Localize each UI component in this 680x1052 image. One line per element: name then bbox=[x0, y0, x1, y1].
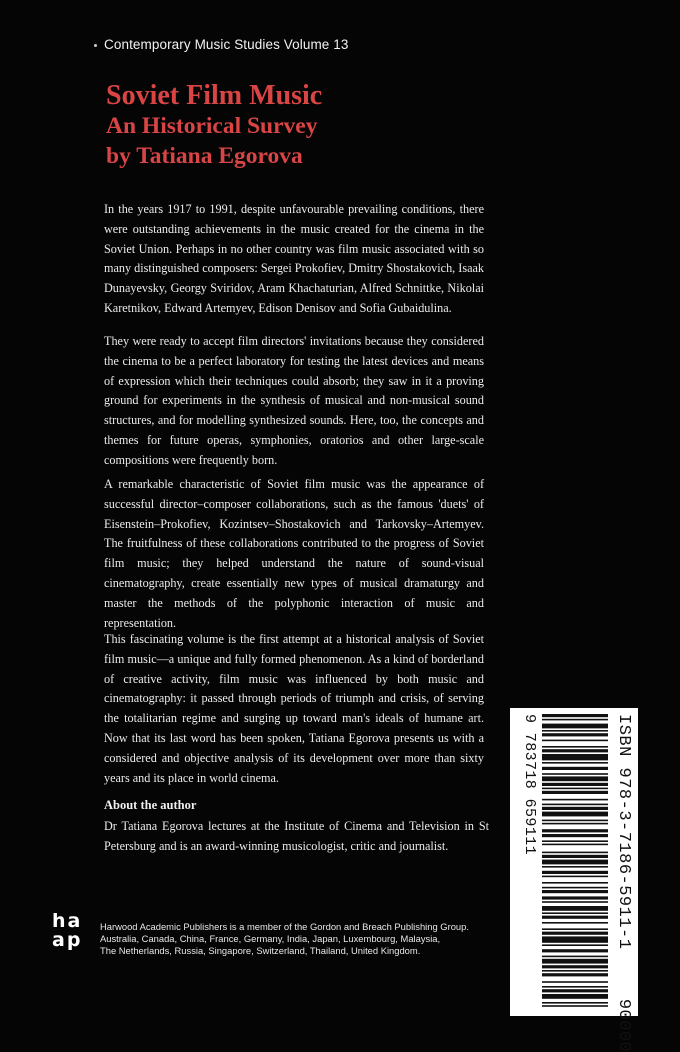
barcode-bar bbox=[542, 855, 608, 858]
blurb-paragraph-1: In the years 1917 to 1991, despite unfavourable prevailing conditions, there were outstanding achievements in the music created for the cinema in the Soviet Union. Perhaps in no other country was film music associated with so many distinguished composers: Sergei Prokofiev, Dmitry Shostakovich, Isaak Dunayevsky, Georgy Sviridov, Aram Khachaturian, Alfred Schnittke, Nikolai Karetnikov, Edward Artemyev, Edison Denisov and Sofia Gubaidulina. bbox=[104, 202, 484, 315]
barcode-bar bbox=[542, 791, 608, 794]
barcode-bar bbox=[542, 807, 608, 810]
barcode-bar bbox=[542, 890, 608, 893]
barcode-bar bbox=[542, 834, 608, 837]
barcode-bar bbox=[542, 887, 608, 889]
publisher-info bbox=[100, 921, 500, 957]
barcode-bar bbox=[542, 989, 608, 992]
barcode-bar bbox=[542, 936, 608, 942]
barcode-bar bbox=[542, 994, 608, 999]
barcode-bar bbox=[542, 746, 608, 748]
barcode-bar bbox=[542, 804, 608, 806]
book-author: by Tatiana Egorova bbox=[106, 143, 303, 169]
barcode-bar bbox=[542, 719, 608, 721]
barcode-bar bbox=[542, 799, 608, 801]
logo-letter: a bbox=[52, 929, 65, 951]
publisher-line: Australia, Canada, China, France, Germany, India, Japan, Luxembourg, Malaysia, bbox=[100, 933, 441, 944]
barcode-bar bbox=[542, 956, 608, 958]
blurb-paragraph-3: A remarkable characteristic of Soviet film music was the appearance of successful director–composer collaborations, such as the famous 'duets' of Eisenstein–Prokofiev, Kozintsev–Shostakovich and Tarkovsky–Artemyev. The fruitfulness of these collaborations contributed to the progress of Soviet film music; they helped understand the nature of sound-visual cinematography, create essentially new types of musical dramaturgy and master the methods of the polyphonic interaction of music and representation. bbox=[104, 477, 484, 630]
blurb-paragraph-2: They were ready to accept film directors' invitations because they considered the cinema to be a perfect laboratory for testing the latest devices and means of expression which their techniques could absorb; they saw in it a proving ground for experiments in the synthesis of musical and non-musical sound structures, and for modelling synthesized sounds. Here, too, the concepts and themes for future operas, symphonies, oratorios and other large-scale compositions were frequently born. bbox=[104, 334, 484, 467]
publisher-line: Harwood Academic Publishers is a member of the Gordon and Breach Publishing Group. bbox=[100, 921, 469, 932]
barcode-bar bbox=[542, 740, 608, 742]
barcode-bar bbox=[542, 928, 608, 930]
barcode-bar bbox=[542, 932, 608, 935]
price-code: 90000 bbox=[614, 998, 633, 1052]
barcode-bar bbox=[542, 776, 608, 781]
barcode-bar bbox=[542, 860, 608, 865]
logo-letter: p bbox=[66, 929, 81, 951]
barcode-bar bbox=[542, 767, 608, 770]
barcode-bar bbox=[542, 906, 608, 911]
barcode-bar bbox=[542, 1002, 608, 1004]
barcode-bar bbox=[542, 852, 608, 854]
series-label: Contemporary Music Studies Volume 13 bbox=[104, 37, 349, 52]
barcode-bar bbox=[542, 823, 608, 825]
barcode-bar bbox=[542, 733, 608, 736]
isbn-text: ISBN 978-3-7186-5911-1 bbox=[614, 714, 633, 950]
isbn-barcode bbox=[510, 708, 638, 1052]
book-subtitle: An Historical Survey bbox=[106, 113, 318, 139]
logo-letter: a bbox=[67, 910, 81, 932]
barcode-bar bbox=[542, 882, 608, 884]
barcode-bar bbox=[542, 754, 608, 760]
barcode-bar bbox=[542, 844, 608, 846]
barcode-bar bbox=[542, 788, 608, 790]
barcode-bar bbox=[542, 981, 608, 983]
barcode-bar bbox=[542, 783, 608, 786]
barcode-bar bbox=[542, 762, 608, 764]
barcode-bar bbox=[542, 959, 608, 964]
isbn-label bbox=[614, 714, 633, 1052]
barcode-bar bbox=[542, 896, 608, 899]
barcode-bar bbox=[542, 730, 608, 732]
barcode-bar bbox=[542, 922, 608, 924]
barcode-bar bbox=[542, 820, 608, 822]
barcode-bar bbox=[542, 1005, 608, 1007]
barcode-bar bbox=[542, 901, 608, 903]
barcode-bar bbox=[542, 916, 608, 919]
barcode-bar bbox=[542, 876, 608, 878]
barcode-bars bbox=[542, 714, 608, 1010]
barcode-bar bbox=[542, 965, 608, 968]
barcode-bar bbox=[542, 714, 608, 717]
barcode-bar bbox=[542, 912, 608, 914]
barcode-bar bbox=[542, 829, 608, 832]
barcode-bar bbox=[542, 773, 608, 775]
barcode-bar bbox=[542, 724, 608, 729]
logo-letter: h bbox=[52, 910, 66, 932]
publisher-logo bbox=[52, 912, 84, 954]
publisher-line: The Netherlands, Russia, Singapore, Switzerland, Thailand, United Kingdom. bbox=[100, 945, 421, 956]
barcode-bar bbox=[542, 812, 608, 817]
barcode-bar bbox=[542, 973, 608, 976]
ean-number: 9 783718 659111 bbox=[521, 714, 538, 856]
barcode-bar bbox=[542, 986, 608, 988]
barcode-bar bbox=[542, 871, 608, 874]
blurb-paragraph-4: This fascinating volume is the first attempt at a historical analysis of Soviet film music—a unique and fully formed phenomenon. As a kind of borderland of creative activity, film music was influenced by both music and cinematography: it passed through periods of triumph and crisis, of serving the totalitarian regime and surging up toward man's ideals of humane art. Now that its last word has been spoken, Tatiana Egorova presents us with a considered and objective analysis of its development over more than sixty years and its place in world cinema. bbox=[104, 632, 484, 785]
barcode-bar bbox=[542, 840, 608, 842]
barcode-bar bbox=[542, 944, 608, 946]
book-title: Soviet Film Music bbox=[106, 80, 323, 111]
series-bullet bbox=[94, 44, 97, 47]
barcode-bar bbox=[542, 866, 608, 868]
about-author-heading: About the author bbox=[104, 798, 197, 812]
about-author-text: Dr Tatiana Egorova lectures at the Institute of Cinema and Television in St Petersburg and is an award-winning musicologist, critic and journalist. bbox=[104, 819, 489, 853]
barcode-bar bbox=[542, 749, 608, 752]
barcode-bar bbox=[542, 949, 608, 952]
barcode-rotated bbox=[510, 708, 638, 1052]
barcode-bar bbox=[542, 970, 608, 972]
